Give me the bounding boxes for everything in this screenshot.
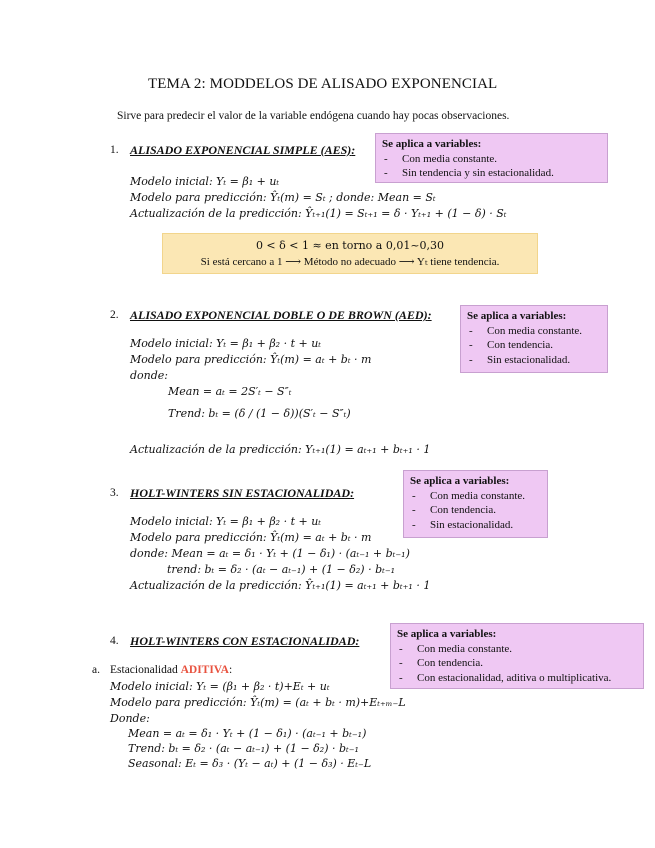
box-item: - Con tendencia.: [397, 656, 637, 671]
box-item: - Con tendencia.: [410, 503, 541, 518]
box-item: - Sin estacionalidad.: [467, 353, 601, 368]
box-title: Se aplica a variables:: [410, 475, 510, 487]
additive-highlight: ADITIVA: [180, 664, 229, 676]
box-item: - Con media constante.: [397, 642, 637, 657]
formula-trend: trend: bₜ = δ₂ · (aₜ − aₜ₋₁) + (1 − δ₂) · bₜ₋₁: [167, 563, 396, 576]
box-item: - Con media constante.: [410, 489, 541, 504]
formula-update: Actualización de la predicción: Ŷₜ₊₁(1) = Sₜ₊₁ = δ · Yₜ₊₁ + (1 − δ) · Sₜ: [130, 207, 507, 220]
formula-mean: donde: Mean = aₜ = δ₁ · Yₜ + (1 − δ₁) · (aₜ₋₁ + bₜ₋₁): [130, 547, 410, 560]
formula-donde: donde:: [130, 369, 169, 382]
formula-prediction-model: Modelo para predicción: Ŷₜ(m) = aₜ + bₜ · m: [130, 531, 372, 544]
formula-seasonal: Seasonal: Eₜ = δ₃ · (Yₜ − aₜ) + (1 − δ₃) · Eₜ₋L: [128, 757, 372, 770]
section-3-heading: HOLT-WINTERS SIN ESTACIONALIDAD:: [130, 486, 355, 500]
section-1-number: 1.: [110, 144, 119, 156]
formula-prediction-model: Modelo para predicción: Ŷₜ(m) = aₜ + bₜ · m: [130, 353, 372, 366]
section-4-heading: HOLT-WINTERS CON ESTACIONALIDAD:: [130, 634, 360, 648]
formula-prediction-model: Modelo para predicción: Ŷₜ(m) = (aₜ + bₜ · m)+Eₜ₊ₘ₋L: [110, 696, 406, 709]
formula-initial-model: Modelo inicial: Yₜ = β₁ + β₂ · t + uₜ: [130, 515, 322, 528]
formula-update: Actualización de la predicción: Yₜ₊₁(1) = aₜ₊₁ + bₜ₊₁ · 1: [130, 443, 431, 456]
box-title: Se aplica a variables:: [382, 138, 482, 150]
box-title: Se aplica a variables:: [397, 628, 497, 640]
box-item: - Con media constante.: [467, 324, 601, 339]
box-title: Se aplica a variables:: [467, 310, 567, 322]
box-item: - Con tendencia.: [467, 338, 601, 353]
formula-trend: Trend: bₜ = δ₂ · (aₜ − aₜ₋₁) + (1 − δ₂) · bₜ₋₁: [128, 742, 359, 755]
intro-text: Sirve para predecir el valor de la variable endógena cuando hay pocas observaciones.: [117, 110, 510, 122]
section-4-number: 4.: [110, 635, 119, 647]
formula-mean: Mean = aₜ = δ₁ · Yₜ + (1 − δ₁) · (aₜ₋₁ + bₜ₋₁): [128, 727, 367, 740]
formula-initial-model: Modelo inicial: Yₜ = (β₁ + β₂ · t)+Eₜ + uₜ: [110, 680, 330, 693]
section-2-applies-box: [460, 305, 608, 373]
formula-initial-model: Modelo inicial: Yₜ = β₁ + β₂ · t + uₜ: [130, 337, 322, 350]
note-warning: Si está cercano a 1 ⟶ Método no adecuado ⟶ Yₜ tiene tendencia.: [200, 256, 500, 268]
formula-update: Actualización de la predicción: Ŷₜ₊₁(1) = aₜ₊₁ + bₜ₊₁ · 1: [130, 579, 431, 592]
formula-mean: Mean = aₜ = 2S′ₜ − S″ₜ: [168, 385, 292, 398]
section-2-heading: ALISADO EXPONENCIAL DOBLE O DE BROWN (AED):: [130, 308, 432, 322]
box-item: - Con estacionalidad, aditiva o multiplicativa.: [397, 671, 637, 686]
section-3-number: 3.: [110, 487, 119, 499]
section-1-note: [162, 233, 538, 274]
subsection-marker: a.: [92, 664, 100, 676]
section-3-applies-box: [403, 470, 548, 538]
note-delta-range: 0 < δ < 1 ≈ en torno a 0,01~0,30: [255, 239, 445, 252]
formula-donde: Donde:: [110, 712, 150, 725]
section-2-number: 2.: [110, 309, 119, 321]
box-item: - Sin tendencia y sin estacionalidad.: [382, 166, 601, 181]
subsection-heading: Estacionalidad ADITIVA:: [110, 664, 233, 676]
section-1-applies-box: [375, 133, 608, 183]
formula-initial-model: Modelo inicial: Yₜ = β₁ + uₜ: [130, 175, 280, 188]
formula-trend: Trend: bₜ = (δ / (1 − δ))(S′ₜ − S″ₜ): [168, 407, 351, 420]
section-1-heading: ALISADO EXPONENCIAL SIMPLE (AES):: [130, 143, 356, 157]
formula-prediction-model: Modelo para predicción: Ŷₜ(m) = Sₜ ; donde: Mean = Sₜ: [130, 191, 436, 204]
box-item: - Sin estacionalidad.: [410, 518, 541, 533]
page-title: TEMA 2: MODDELOS DE ALISADO EXPONENCIAL: [148, 76, 498, 92]
box-item: - Con media constante.: [382, 152, 601, 167]
section-4-applies-box: [390, 623, 644, 689]
